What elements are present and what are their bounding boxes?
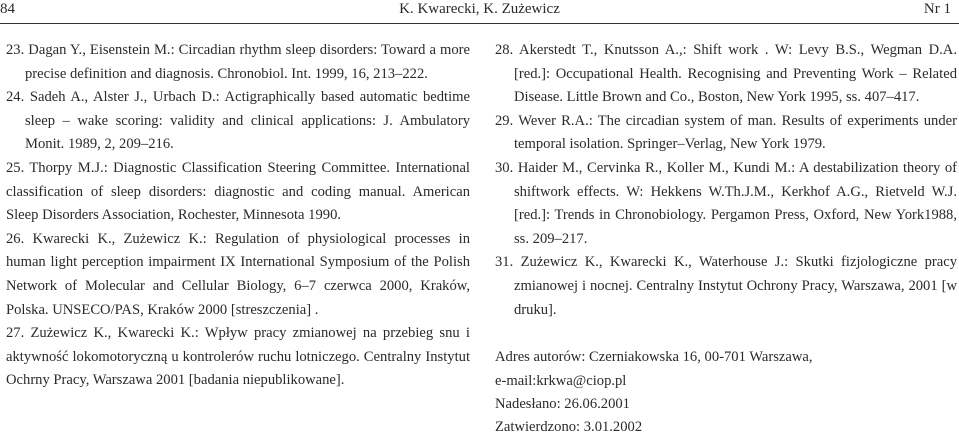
reference-26: 26. Kwarecki K., Zużewicz K.: Regulation of physiological processes in human light perception impairment IX International Symposium of the Polish Network of Molecular and Cellular Biology, 6–7 czerwca 2000, Kraków, Polska. UNSECO/PAS, Kraków 2000 [streszczenia] .	[6, 230, 470, 318]
author-address: Adres autorów: Czerniakowska 16, 00-701 Warszawa,	[495, 349, 813, 366]
right-column	[495, 39, 957, 440]
reference-31: 31. Zużewicz K., Kwarecki K., Waterhouse J.: Skutki fizjologiczne pracy zmianowej i nocnej. Centralny Instytut Ochrony Pracy, Warszawa, 2001 [w druku].	[495, 254, 957, 318]
approved-date: Zatwierdzono: 3.01.2002	[495, 419, 643, 436]
reference-25: 25. Thorpy M.J.: Diagnostic Classification Steering Committee. International classification of sleep disorders: diagnostic and coding manual. American Sleep Disorders Association, Rochester, Minnesota 1990.	[6, 159, 470, 224]
submitted-date: Nadesłano: 26.06.2001	[495, 395, 630, 412]
author-address-block	[495, 346, 957, 440]
page-number: 84	[0, 1, 15, 17]
reference-27: 27. Zużewicz K., Kwarecki K.: Wpływ pracy zmianowej na przebieg snu i aktywność lokomotoryczną u kontrolerów ruchu lotniczego. Centralny Instytut Ochrny Pracy, Warszawa 2001 [badania niepublikowane].	[6, 325, 470, 389]
author-email[interactable]: e-mail:krkwa@ciop.pl	[495, 372, 627, 389]
reference-30: 30. Haider M., Cervinka R., Koller M., Kundi M.: A destabilization theory of shiftwork effects. W: Hekkens W.Th.J.M., Kerkhof A.G., Rietveld W.J. [red.]: Trends in Chronobiology. Pergamon Press, Oxford, New York1988, ss. 209–217.	[495, 159, 957, 247]
reference-29: 29. Wever R.A.: The circadian system of man. Results of experiments under temporal isolation. Springer–Verlag, New York 1979.	[495, 112, 957, 153]
reference-28: 28. Akerstedt T., Knutsson A.,: Shift work . W: Levy B.S., Wegman D.A. [red.]: Occupational Health. Recognising and Preventing Work – Related Disease. Little Brown and Co., Boston, New York 1995, ss. 407–417.	[495, 42, 957, 106]
reference-24: 24. Sadeh A., Alster J., Urbach D.: Actigraphically based automatic bedtime sleep – wake scoring: validity and clinical applications: J. Ambulatory Monit. 1989, 2, 209–216.	[6, 89, 470, 153]
reference-23: 23. Dagan Y., Eisenstein M.: Circadian rhythm sleep disorders: Toward a more precise definition and diagnosis. Chronobiol. Int. 1999, 16, 213–222.	[6, 42, 470, 82]
running-authors: K. Kwarecki, K. Zużewicz	[399, 1, 560, 17]
issue-number: Nr 1	[923, 1, 951, 17]
left-column	[6, 39, 470, 393]
header-rule	[0, 23, 959, 24]
page-header	[0, 0, 959, 22]
